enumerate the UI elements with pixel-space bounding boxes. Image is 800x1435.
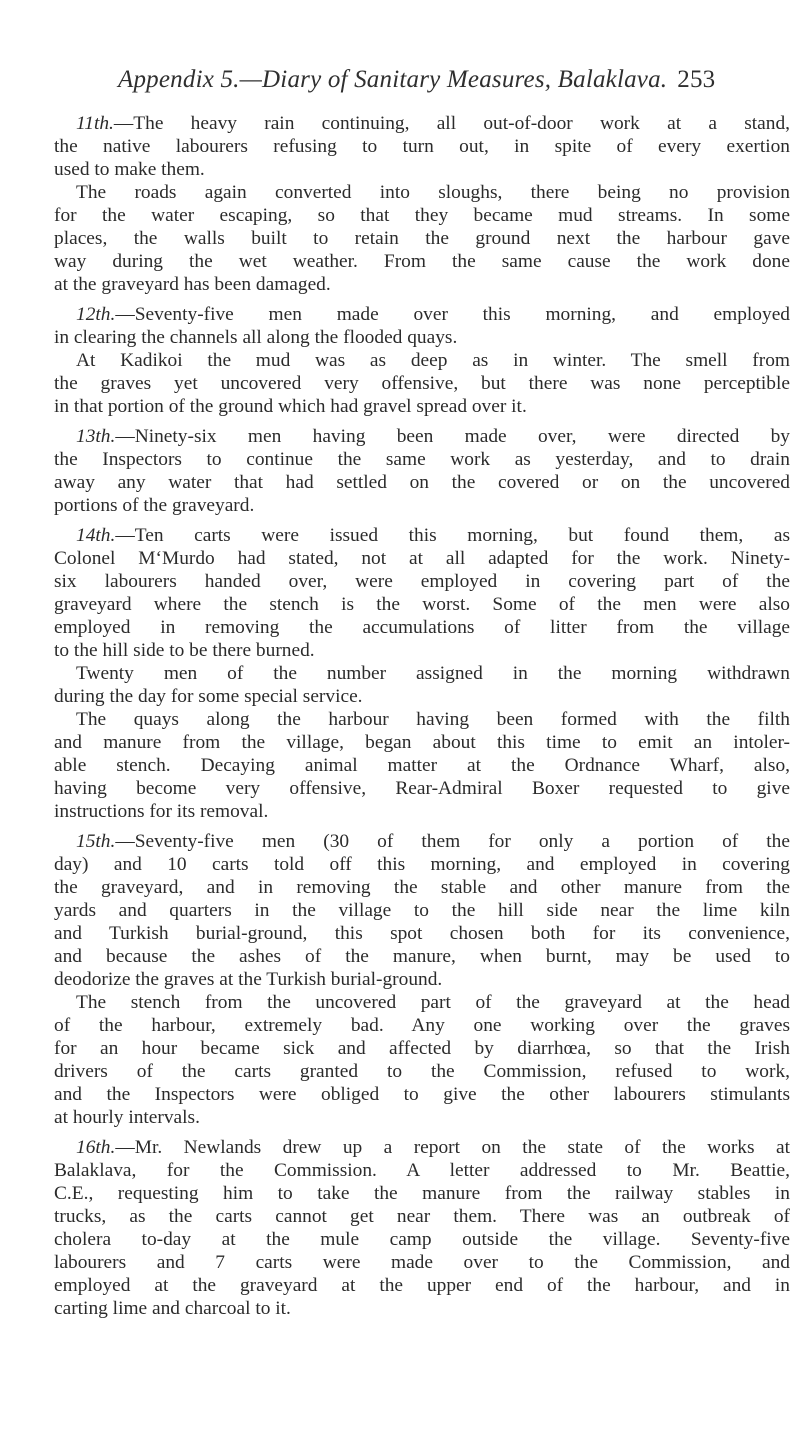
diary-paragraph — [54, 991, 790, 1129]
line-text: during the day for some special service. — [54, 686, 363, 707]
line-text: the native labourers refusing to turn out, in spite of every exertion — [54, 136, 790, 157]
diary-paragraph — [54, 830, 790, 991]
running-head — [118, 66, 790, 94]
diary-paragraph — [54, 524, 790, 662]
line-text: in clearing the channels all along the flooded quays. — [54, 327, 458, 348]
text-line — [54, 1106, 790, 1129]
text-line — [54, 853, 790, 876]
text-line — [54, 968, 790, 991]
text-line — [54, 135, 790, 158]
diary-paragraph — [54, 708, 790, 823]
line-text: The stench from the uncovered part of the graveyard at the head — [76, 992, 790, 1013]
line-text: yards and quarters in the village to the hill side near the lime kiln — [54, 900, 790, 921]
diary-text — [54, 112, 790, 1320]
entry-date: 15th. — [76, 831, 116, 852]
text-line — [54, 1228, 790, 1251]
text-line — [54, 945, 790, 968]
text-line — [54, 349, 790, 372]
line-text: day) and 10 carts told off this morning, and employed in covering — [54, 854, 790, 875]
line-text: The quays along the harbour having been formed with the filth — [76, 709, 790, 730]
text-line — [54, 899, 790, 922]
line-text: C.E., requesting him to take the manure from the railway stables in — [54, 1183, 790, 1204]
text-line — [54, 1297, 790, 1320]
line-text: portions of the graveyard. — [54, 495, 255, 516]
line-text: for an hour became sick and affected by diarrhœa, so that the Irish — [54, 1038, 790, 1059]
line-text: employed in removing the accumulations of litter from the village — [54, 617, 790, 638]
line-text: places, the walls built to retain the ground next the harbour gave — [54, 228, 790, 249]
text-line — [54, 425, 790, 448]
text-line — [54, 524, 790, 547]
text-line — [54, 471, 790, 494]
line-text: —Mr. Newlands drew up a report on the state of the works at — [115, 1137, 790, 1158]
text-line — [54, 227, 790, 250]
diary-paragraph — [54, 1136, 790, 1320]
line-text: six labourers handed over, were employed in covering part of the — [54, 571, 790, 592]
diary-paragraph — [54, 303, 790, 349]
line-text: —Ninety-six men having been made over, were directed by — [115, 426, 790, 447]
text-line — [54, 395, 790, 418]
line-text: cholera to-day at the mule camp outside the village. Seventy-five — [54, 1229, 790, 1250]
text-line — [54, 1060, 790, 1083]
text-line — [54, 1251, 790, 1274]
text-line — [54, 731, 790, 754]
line-text: —Ten carts were issued this morning, but found them, as — [115, 525, 790, 546]
entry-date: 13th. — [76, 426, 116, 447]
text-line — [54, 662, 790, 685]
diary-paragraph — [54, 349, 790, 418]
line-text: of the harbour, extremely bad. Any one working over the graves — [54, 1015, 790, 1036]
line-text: drivers of the carts granted to the Commission, refused to work, — [54, 1061, 790, 1082]
diary-paragraph — [54, 112, 790, 181]
text-line — [54, 158, 790, 181]
text-line — [54, 1083, 790, 1106]
line-text: Colonel M‘Murdo had stated, not at all adapted for the work. Ninety- — [54, 548, 790, 569]
text-line — [54, 181, 790, 204]
text-line — [54, 1136, 790, 1159]
line-text: and because the ashes of the manure, when burnt, may be used to — [54, 946, 790, 967]
line-text: way during the wet weather. From the same cause the work done — [54, 251, 790, 272]
text-line — [54, 303, 790, 326]
text-line — [54, 448, 790, 471]
text-line — [54, 372, 790, 395]
running-head-title: Appendix 5.—Diary of Sanitary Measures, Balaklava. — [118, 66, 668, 93]
line-text: trucks, as the carts cannot get near them. There was an outbreak of — [54, 1206, 790, 1227]
line-text: at the graveyard has been damaged. — [54, 274, 331, 295]
text-line — [54, 991, 790, 1014]
text-line — [54, 876, 790, 899]
text-line — [54, 1159, 790, 1182]
text-line — [54, 250, 790, 273]
line-text: and Turkish burial-ground, this spot chosen both for its convenience, — [54, 923, 790, 944]
line-text: away any water that had settled on the covered or on the uncovered — [54, 472, 790, 493]
line-text: at hourly intervals. — [54, 1107, 200, 1128]
line-text: and the Inspectors were obliged to give the other labourers stimulants — [54, 1084, 790, 1105]
line-text: The roads again converted into sloughs, there being no provision — [76, 182, 790, 203]
text-line — [54, 708, 790, 731]
line-text: graveyard where the stench is the worst. Some of the men were also — [54, 594, 790, 615]
text-line — [54, 204, 790, 227]
line-text: —The heavy rain continuing, all out-of-door work at a stand, — [113, 113, 790, 134]
text-line — [54, 570, 790, 593]
text-line — [54, 1014, 790, 1037]
line-text: to the hill side to be there burned. — [54, 640, 315, 661]
text-line — [54, 326, 790, 349]
text-line — [54, 777, 790, 800]
entry-date: 12th. — [76, 304, 116, 325]
diary-paragraph — [54, 662, 790, 708]
entry-date: 11th. — [76, 113, 114, 134]
line-text: able stench. Decaying animal matter at the Ordnance Wharf, also, — [54, 755, 790, 776]
line-text: —Seventy-five men (30 of them for only a portion of the — [115, 831, 790, 852]
text-line — [54, 830, 790, 853]
text-line — [54, 273, 790, 296]
text-line — [54, 112, 790, 135]
text-line — [54, 639, 790, 662]
text-line — [54, 754, 790, 777]
entry-date: 14th. — [76, 525, 116, 546]
text-line — [54, 494, 790, 517]
text-line — [54, 616, 790, 639]
text-line — [54, 1182, 790, 1205]
text-line — [54, 1205, 790, 1228]
line-text: instructions for its removal. — [54, 801, 269, 822]
line-text: —Seventy-five men made over this morning, and employed — [115, 304, 790, 325]
text-line — [54, 922, 790, 945]
line-text: deodorize the graves at the Turkish burial-ground. — [54, 969, 443, 990]
line-text: the Inspectors to continue the same work as yesterday, and to drain — [54, 449, 790, 470]
text-line — [54, 800, 790, 823]
text-line — [54, 547, 790, 570]
text-line — [54, 685, 790, 708]
text-line — [54, 593, 790, 616]
line-text: Balaklava, for the Commission. A letter addressed to Mr. Beattie, — [54, 1160, 790, 1181]
line-text: At Kadikoi the mud was as deep as in winter. The smell from — [76, 350, 790, 371]
text-line — [54, 1274, 790, 1297]
line-text: the graves yet uncovered very offensive, but there was none perceptible — [54, 373, 790, 394]
line-text: Twenty men of the number assigned in the morning withdrawn — [76, 663, 790, 684]
line-text: and manure from the village, began about this time to emit an intoler- — [54, 732, 790, 753]
line-text: carting lime and charcoal to it. — [54, 1298, 291, 1319]
page-number: 253 — [677, 66, 716, 93]
diary-paragraph — [54, 425, 790, 517]
line-text: for the water escaping, so that they became mud streams. In some — [54, 205, 790, 226]
text-line — [54, 1037, 790, 1060]
diary-paragraph — [54, 181, 790, 296]
line-text: used to make them. — [54, 159, 205, 180]
line-text: in that portion of the ground which had gravel spread over it. — [54, 396, 527, 417]
entry-date: 16th. — [76, 1137, 116, 1158]
line-text: employed at the graveyard at the upper end of the harbour, and in — [54, 1275, 790, 1296]
line-text: the graveyard, and in removing the stable and other manure from the — [54, 877, 790, 898]
line-text: labourers and 7 carts were made over to the Commission, and — [54, 1252, 790, 1273]
line-text: having become very offensive, Rear-Admiral Boxer requested to give — [54, 778, 790, 799]
